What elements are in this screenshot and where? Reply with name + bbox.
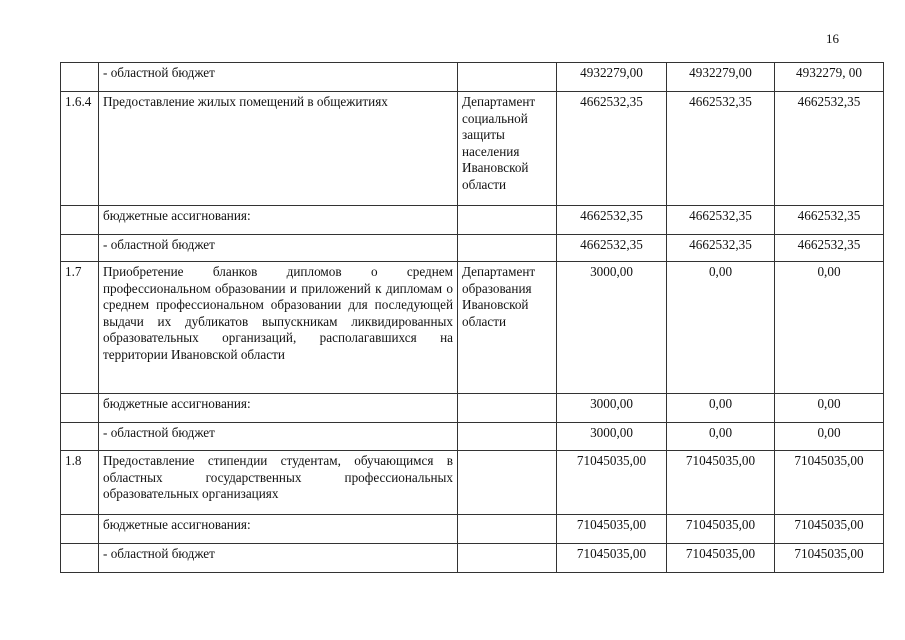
row-value-2: 0,00 xyxy=(667,262,775,394)
row-code xyxy=(61,394,99,423)
row-executor xyxy=(458,544,557,573)
row-value-1: 3000,00 xyxy=(557,262,667,394)
table-row xyxy=(61,206,884,235)
row-value-2: 4932279,00 xyxy=(667,63,775,92)
table-row xyxy=(61,423,884,451)
table-row xyxy=(61,92,884,206)
row-executor: Департамент образования Ивановской области xyxy=(458,262,557,394)
row-value-2: 4662532,35 xyxy=(667,92,775,206)
row-value-3: 4662532,35 xyxy=(775,235,884,262)
row-value-2: 4662532,35 xyxy=(667,206,775,235)
row-value-2: 0,00 xyxy=(667,394,775,423)
row-name: - областной бюджет xyxy=(99,235,458,262)
row-code xyxy=(61,515,99,544)
row-value-1: 4662532,35 xyxy=(557,235,667,262)
row-value-3: 4662532,35 xyxy=(775,206,884,235)
row-value-1: 71045035,00 xyxy=(557,544,667,573)
row-value-3: 4662532,35 xyxy=(775,92,884,206)
row-code: 1.8 xyxy=(61,451,99,515)
row-value-1: 4662532,35 xyxy=(557,206,667,235)
table-row xyxy=(61,262,884,394)
row-value-1: 4932279,00 xyxy=(557,63,667,92)
row-value-3: 0,00 xyxy=(775,423,884,451)
row-executor xyxy=(458,394,557,423)
table-row xyxy=(61,394,884,423)
row-name: - областной бюджет xyxy=(99,423,458,451)
row-executor xyxy=(458,423,557,451)
row-code: 1.6.4 xyxy=(61,92,99,206)
row-executor xyxy=(458,63,557,92)
row-value-3: 0,00 xyxy=(775,262,884,394)
row-value-3: 0,00 xyxy=(775,394,884,423)
row-executor xyxy=(458,235,557,262)
row-code xyxy=(61,235,99,262)
row-code: 1.7 xyxy=(61,262,99,394)
row-value-1: 4662532,35 xyxy=(557,92,667,206)
page-number: 16 xyxy=(826,31,839,46)
row-value-2: 71045035,00 xyxy=(667,515,775,544)
row-name: Предоставление стипендии студентам, обучающимся в областных государственных профессиональных образовательных организациях xyxy=(99,451,458,515)
row-value-1: 3000,00 xyxy=(557,394,667,423)
row-name: бюджетные ассигнования: xyxy=(99,394,458,423)
table-row xyxy=(61,235,884,262)
row-name: - областной бюджет xyxy=(99,63,458,92)
row-value-2: 71045035,00 xyxy=(667,451,775,515)
row-executor: Департамент социальной защиты населения Ивановской области xyxy=(458,92,557,206)
row-code xyxy=(61,206,99,235)
row-name: бюджетные ассигнования: xyxy=(99,515,458,544)
row-code xyxy=(61,423,99,451)
table-row xyxy=(61,544,884,573)
row-name: Приобретение бланков дипломов о среднем профессиональном образовании и приложений к дипломам о среднем профессиональном образовании для последующей выдачи их дубликатов выпускникам ликвидированных образовательных организаций, располагавшихся на территории Ивановской области xyxy=(99,262,458,394)
row-value-1: 71045035,00 xyxy=(557,515,667,544)
budget-table xyxy=(60,62,884,573)
table-row xyxy=(61,63,884,92)
row-value-3: 4932279, 00 xyxy=(775,63,884,92)
row-value-2: 0,00 xyxy=(667,423,775,451)
row-executor xyxy=(458,451,557,515)
row-value-2: 4662532,35 xyxy=(667,235,775,262)
row-name: - областной бюджет xyxy=(99,544,458,573)
row-value-1: 3000,00 xyxy=(557,423,667,451)
row-value-2: 71045035,00 xyxy=(667,544,775,573)
row-code xyxy=(61,63,99,92)
row-value-1: 71045035,00 xyxy=(557,451,667,515)
table-row xyxy=(61,515,884,544)
row-executor xyxy=(458,515,557,544)
row-value-3: 71045035,00 xyxy=(775,451,884,515)
row-name: бюджетные ассигнования: xyxy=(99,206,458,235)
row-name: Предоставление жилых помещений в общежитиях xyxy=(99,92,458,206)
row-executor xyxy=(458,206,557,235)
row-value-3: 71045035,00 xyxy=(775,544,884,573)
row-code xyxy=(61,544,99,573)
row-value-3: 71045035,00 xyxy=(775,515,884,544)
table-row xyxy=(61,451,884,515)
